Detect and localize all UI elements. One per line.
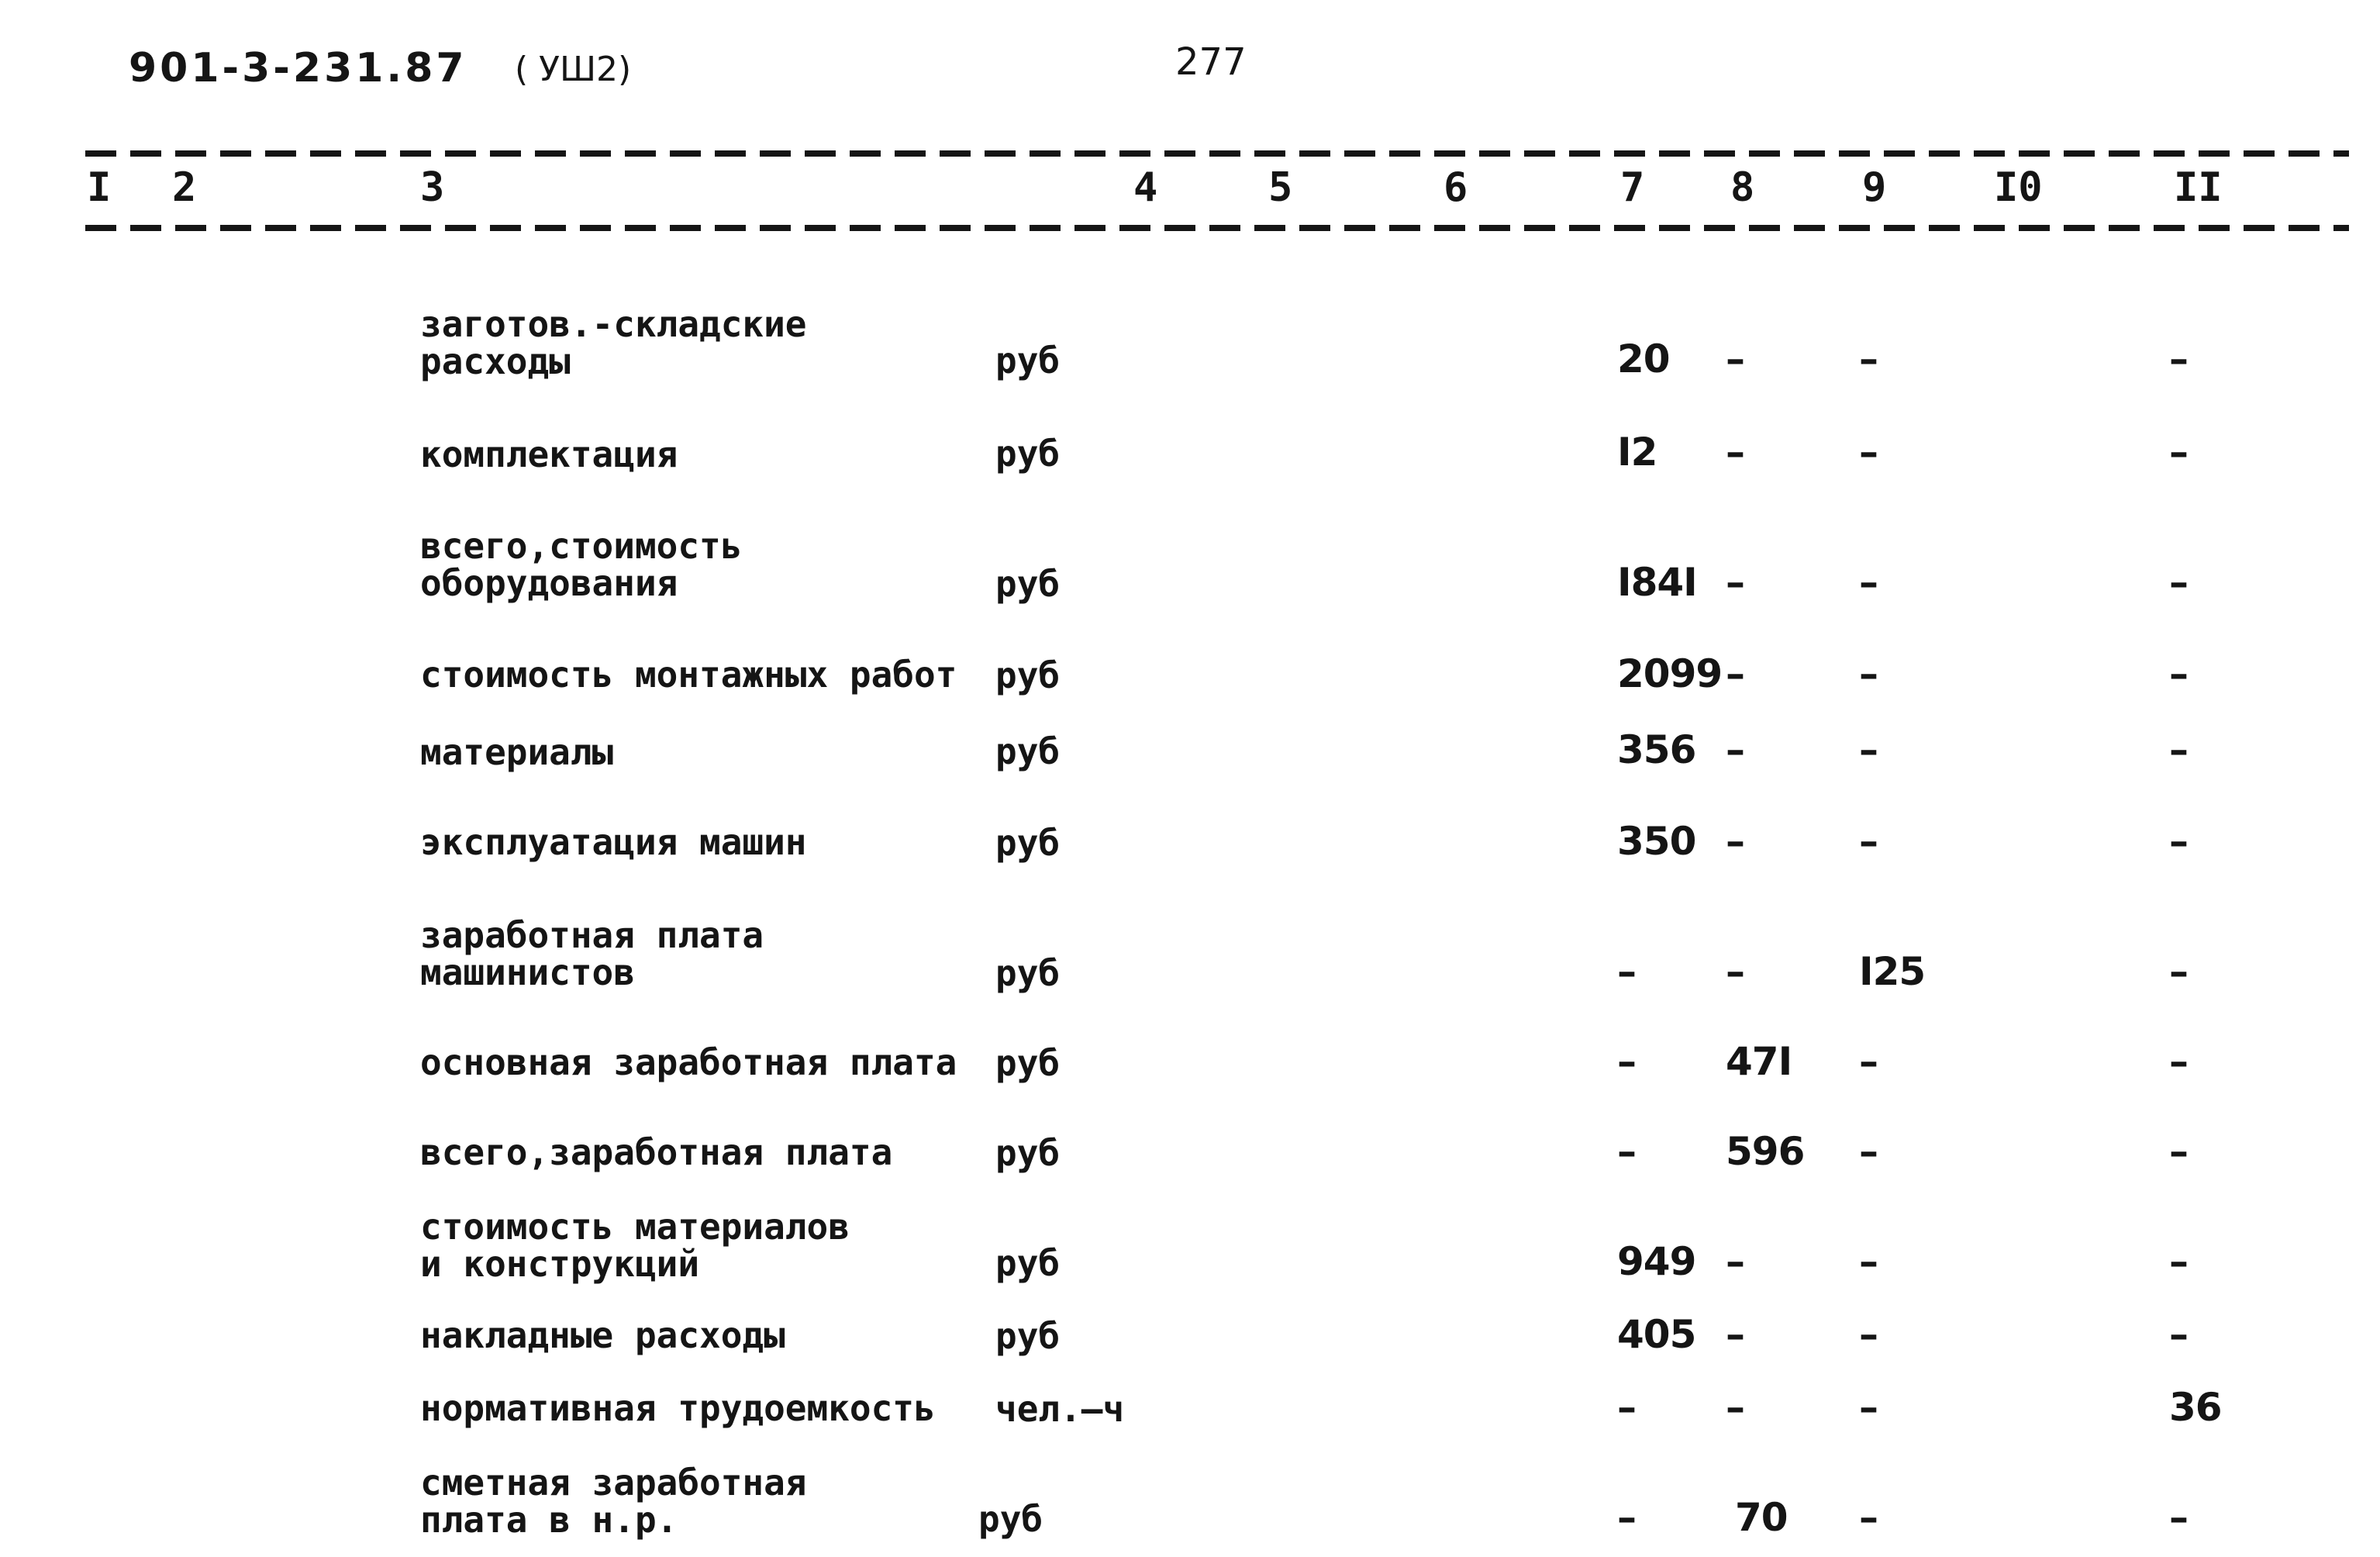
- col7-cell: I84I: [1617, 560, 1697, 605]
- column-number-2: 2: [172, 164, 197, 211]
- col7-cell: 2099: [1617, 651, 1723, 696]
- row-name: комплектация: [420, 433, 678, 475]
- column-number-8: 8: [1730, 164, 1755, 211]
- col8-cell: –: [1726, 1312, 1744, 1357]
- col11-cell: –: [2169, 430, 2188, 475]
- row-name: эксплуатация машин: [420, 821, 807, 863]
- col11-cell: –: [2169, 651, 2188, 696]
- col11-cell: –: [2169, 1039, 2188, 1084]
- col9-cell: –: [1859, 337, 1878, 381]
- col11-cell: 36: [2169, 1385, 2222, 1430]
- row-name: основная заработная плата: [420, 1041, 957, 1083]
- column-number-6: 6: [1444, 164, 1468, 211]
- row-name: всего,стоимость оборудования: [420, 525, 743, 604]
- col8-cell: –: [1726, 949, 1744, 994]
- col8-cell: –: [1726, 1385, 1744, 1430]
- column-number-4: 4: [1133, 164, 1158, 211]
- column-number-7: 7: [1620, 164, 1645, 211]
- col7-cell: 405: [1617, 1312, 1696, 1357]
- col7-cell: I2: [1617, 430, 1657, 475]
- column-number-11: II: [2174, 164, 2223, 211]
- col8-cell: 47I: [1726, 1039, 1792, 1084]
- header-top-rule: [85, 150, 2349, 157]
- unit-cell: руб: [995, 952, 1061, 994]
- row-name: заготов.-складские расходы: [420, 303, 807, 382]
- col7-cell: –: [1617, 1495, 1636, 1540]
- col7-cell: 949: [1617, 1239, 1696, 1284]
- document-variant: ( УШ2): [515, 50, 632, 89]
- col11-cell: –: [2169, 727, 2188, 772]
- col9-cell: I25: [1859, 949, 1926, 994]
- unit-cell: руб: [995, 1315, 1061, 1357]
- row-name: всего,заработная плата: [420, 1131, 893, 1173]
- col7-cell: 20: [1617, 337, 1670, 381]
- col7-cell: –: [1617, 1039, 1636, 1084]
- col7-cell: 356: [1617, 727, 1696, 772]
- col8-cell: –: [1726, 337, 1744, 381]
- column-number-3: 3: [420, 164, 445, 211]
- col11-cell: –: [2169, 1239, 2188, 1284]
- col8-cell: 596: [1726, 1129, 1805, 1174]
- col9-cell: –: [1859, 1312, 1878, 1357]
- unit-cell: руб: [978, 1498, 1043, 1540]
- col7-cell: –: [1617, 1129, 1636, 1174]
- col9-cell: –: [1859, 430, 1878, 475]
- col9-cell: –: [1859, 1239, 1878, 1284]
- row-name: сметная заработная плата в н.р.: [420, 1462, 807, 1541]
- row-name: накладные расходы: [420, 1314, 785, 1356]
- col9-cell: –: [1859, 727, 1878, 772]
- col9-cell: –: [1859, 1385, 1878, 1430]
- col11-cell: –: [2169, 337, 2188, 381]
- col8-cell: –: [1726, 560, 1744, 605]
- col8-cell: 70: [1735, 1495, 1788, 1540]
- column-number-5: 5: [1268, 164, 1293, 211]
- unit-cell: руб: [995, 730, 1061, 772]
- col11-cell: –: [2169, 1129, 2188, 1174]
- col9-cell: –: [1859, 560, 1878, 605]
- page-number: 277: [1175, 40, 1247, 84]
- unit-cell: руб: [995, 822, 1061, 864]
- row-name: нормативная трудоемкость: [420, 1387, 936, 1429]
- col7-cell: 350: [1617, 819, 1696, 864]
- col11-cell: –: [2169, 1495, 2188, 1540]
- unit-cell: руб: [995, 433, 1061, 475]
- column-number-9: 9: [1862, 164, 1887, 211]
- column-number-1: I: [87, 164, 112, 211]
- unit-cell: руб: [995, 340, 1061, 381]
- column-number-10: I0: [1994, 164, 2043, 211]
- header-bottom-rule: [85, 225, 2349, 231]
- col9-cell: –: [1859, 1039, 1878, 1084]
- col9-cell: –: [1859, 1129, 1878, 1174]
- col9-cell: –: [1859, 1495, 1878, 1540]
- col8-cell: –: [1726, 819, 1744, 864]
- col11-cell: –: [2169, 1312, 2188, 1357]
- col7-cell: –: [1617, 949, 1636, 994]
- row-name: заработная плата машинистов: [420, 914, 764, 993]
- row-name: стоимость материалов и конструкций: [420, 1206, 850, 1285]
- unit-cell: чел.–ч: [995, 1388, 1125, 1430]
- col9-cell: –: [1859, 651, 1878, 696]
- col11-cell: –: [2169, 949, 2188, 994]
- col11-cell: –: [2169, 819, 2188, 864]
- unit-cell: руб: [995, 1132, 1061, 1174]
- unit-cell: руб: [995, 1242, 1061, 1284]
- col8-cell: –: [1726, 430, 1744, 475]
- col8-cell: –: [1726, 1239, 1744, 1284]
- document-code: 901-3-231.87: [129, 45, 467, 91]
- col8-cell: –: [1726, 651, 1744, 696]
- unit-cell: руб: [995, 1042, 1061, 1084]
- row-name: материалы: [420, 731, 614, 773]
- unit-cell: руб: [995, 654, 1061, 696]
- col9-cell: –: [1859, 819, 1878, 864]
- col11-cell: –: [2169, 560, 2188, 605]
- col7-cell: –: [1617, 1385, 1636, 1430]
- col8-cell: –: [1726, 727, 1744, 772]
- unit-cell: руб: [995, 563, 1061, 605]
- row-name: стоимость монтажных работ: [420, 654, 957, 696]
